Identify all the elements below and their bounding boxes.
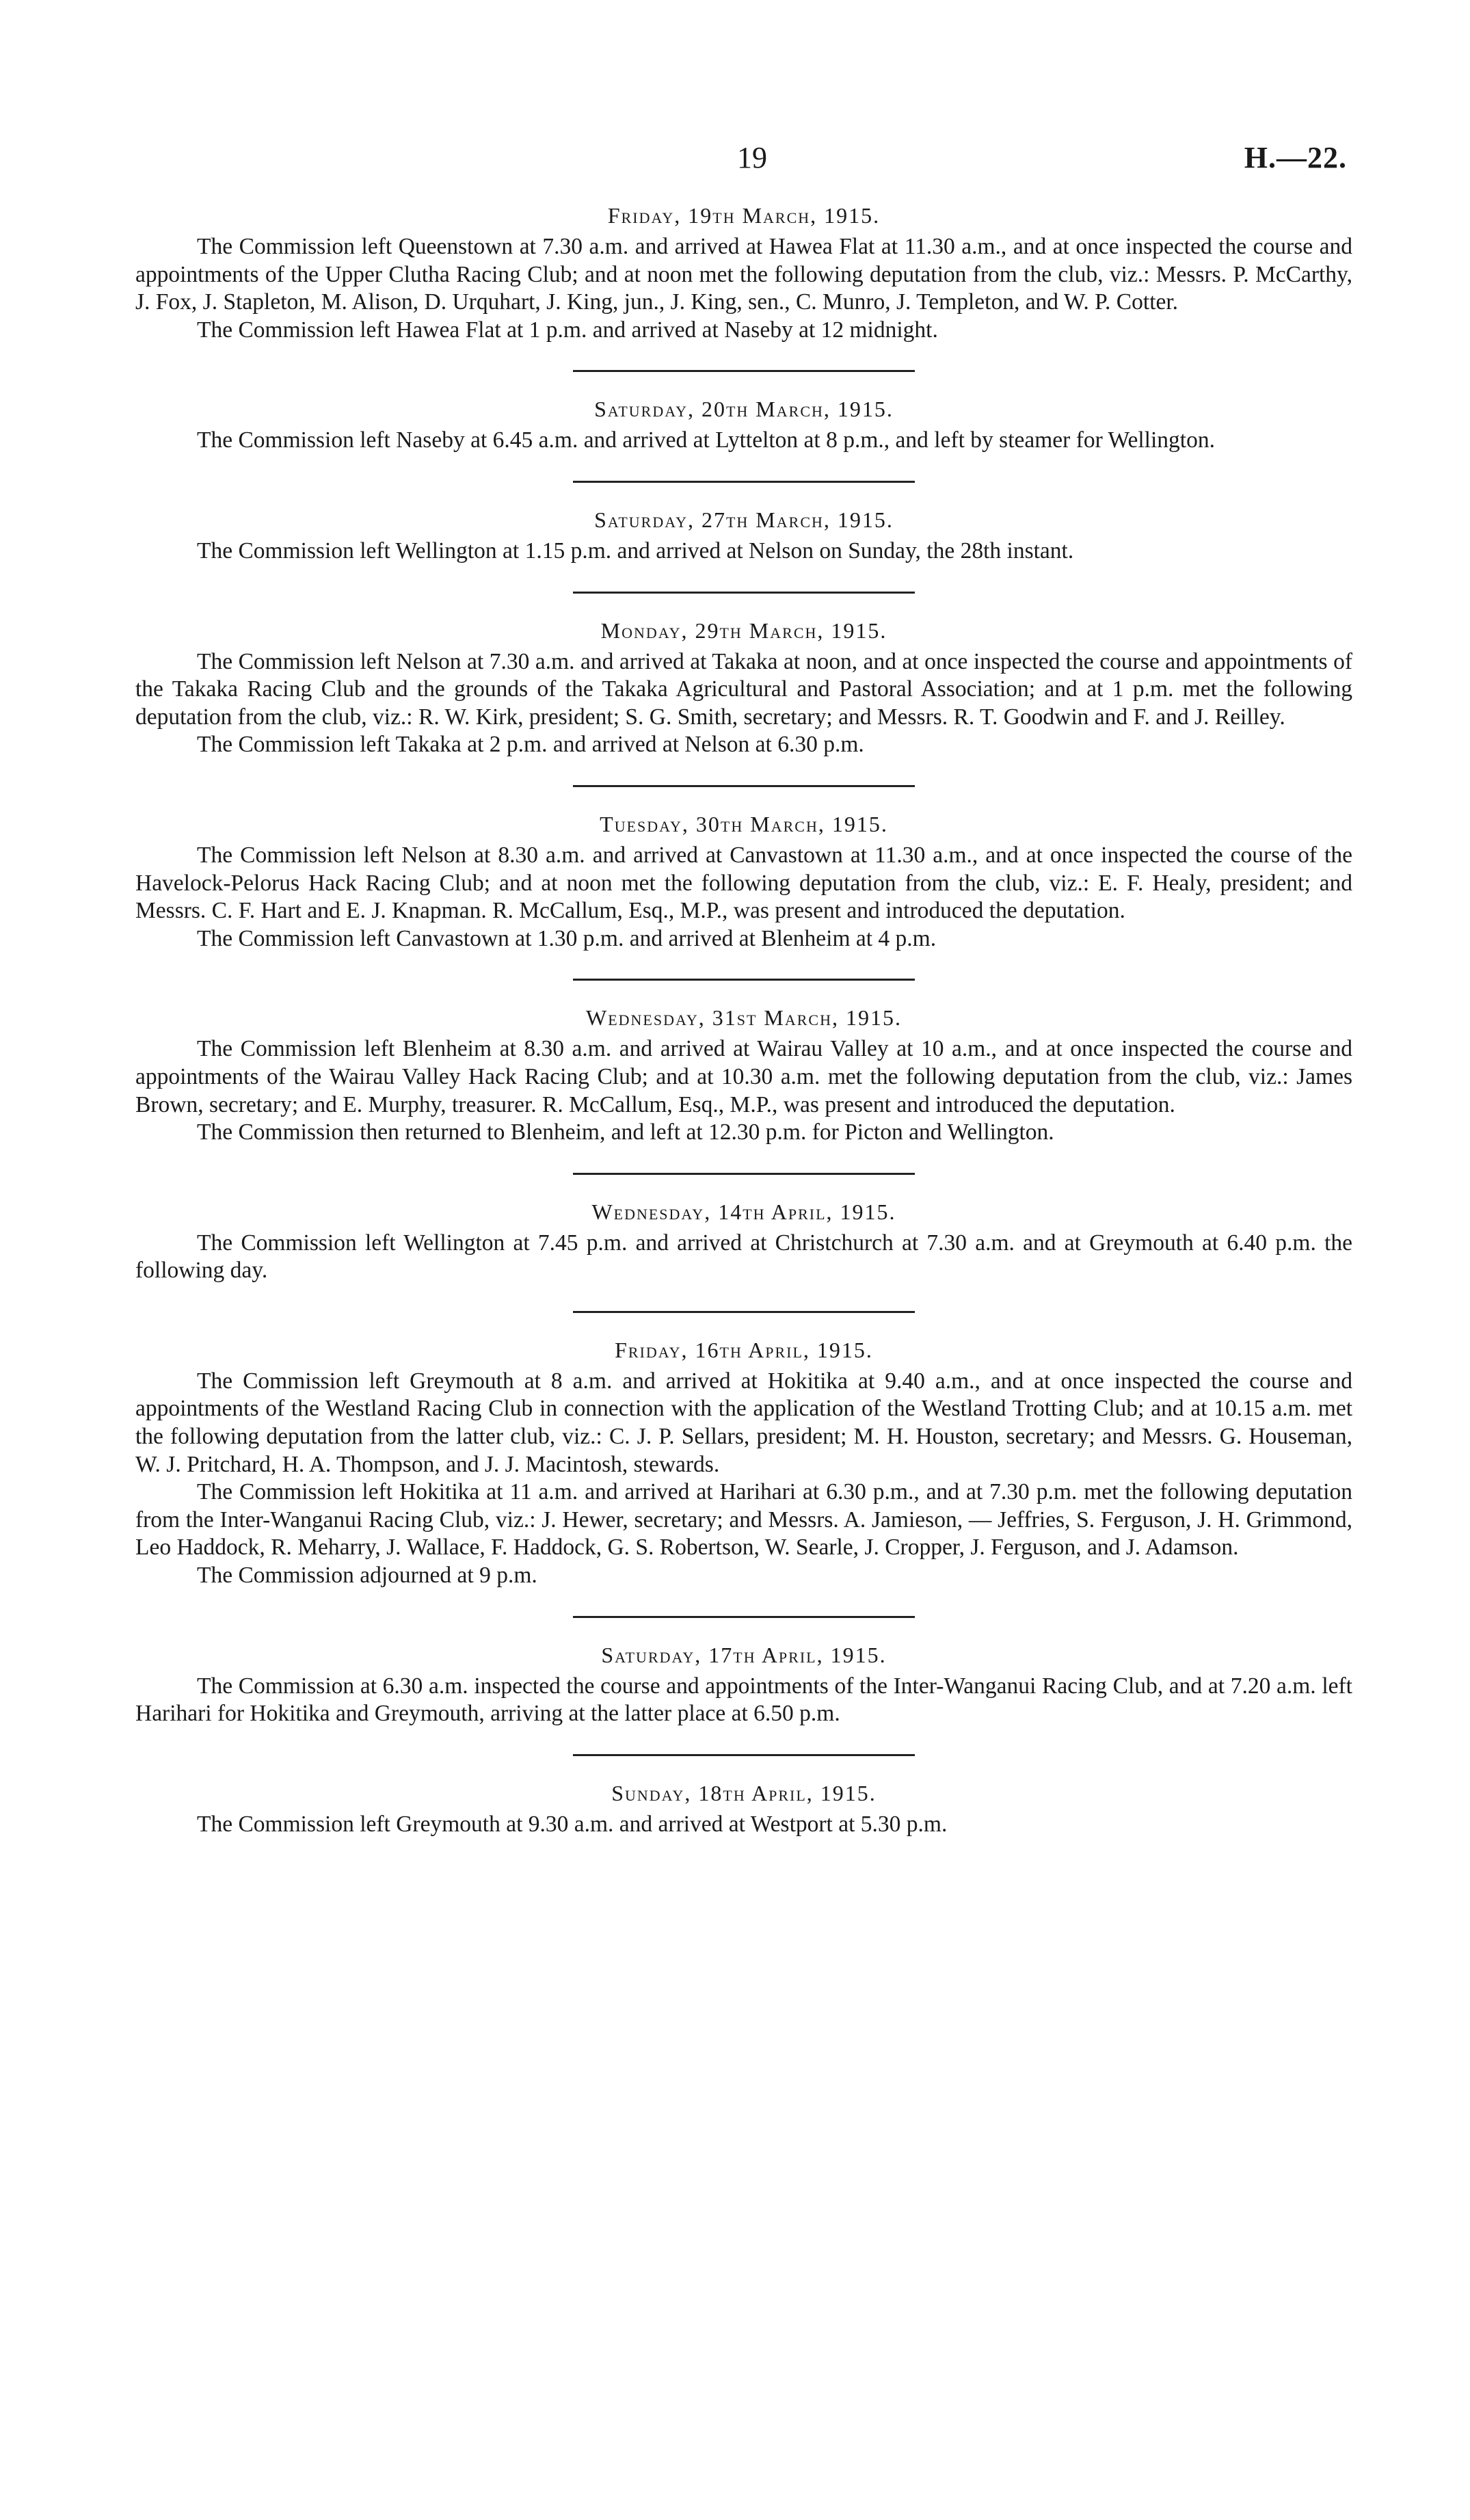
entry-heading: Friday, 19th March, 1915. bbox=[607, 203, 881, 228]
entry-heading: Wednesday, 14th April, 1915. bbox=[591, 1199, 896, 1224]
entry-sunday-18th-april bbox=[135, 1779, 1352, 1839]
entry-paragraph: The Commission adjourned at 9 p.m. bbox=[197, 1563, 537, 1589]
entry-paragraph: The Commission left Greymouth at 8 a.m. and arrived at Hokitika at 9.40 a.m., and at once inspected the course and appointments of the Westland Racing Club in connection with the application of the Westland Trotting Club; and at 10.15 a.m. met the following deputation from the latter club, viz.: C. J. P. Sellars, president; M. H. Houston, secretary; and Messrs. G. Houseman, W. J. Pritchard, H. A. Thompson, and J. J. Macintosh, stewards. bbox=[135, 1368, 1352, 1477]
section-divider bbox=[573, 370, 915, 372]
entry-paragraph: The Commission left Naseby at 6.45 a.m. and arrived at Lyttelton at 8 p.m., and left by steamer for Wellington. bbox=[197, 427, 1215, 453]
entry-saturday-27th-march bbox=[135, 506, 1352, 566]
entry-paragraph: The Commission then returned to Blenheim, and left at 12.30 p.m. for Picton and Wellington. bbox=[197, 1119, 1054, 1145]
entry-paragraph: The Commission left Queenstown at 7.30 a.m. and arrived at Hawea Flat at 11.30 a.m., and at once inspected the course and appointments of the Upper Clutha Racing Club; and at noon met the following deputation from the club, viz.: Messrs. P. McCarthy, J. Fox, J. Stapleton, M. Alison, D. Urquhart, J. King, jun., J. King, sen., C. Munro, J. Templeton, and W. P. Cotter. bbox=[135, 234, 1352, 315]
entry-heading: Sunday, 18th April, 1915. bbox=[611, 1780, 877, 1805]
entry-heading: Saturday, 20th March, 1915. bbox=[594, 397, 894, 422]
entry-paragraph: The Commission left Canvastown at 1.30 p.m. and arrived at Blenheim at 4 p.m. bbox=[197, 925, 937, 951]
entry-paragraph: The Commission left Hokitika at 11 a.m. and arrived at Harihari at 6.30 p.m., and at 7.30 p.m. met the following deputation from the Inter-Wanganui Racing Club, viz.: J. Hewer, secretary; and Messrs. A. Jamieson, — Jeffries, S. Ferguson, J. H. Grimmond, Leo Haddock, R. Meharry, J. Wallace, F. Haddock, G. S. Robertson, W. Searle, J. Cropper, J. Ferguson, and J. Adamson. bbox=[135, 1479, 1352, 1561]
entry-heading: Saturday, 27th March, 1915. bbox=[594, 507, 894, 532]
entry-tuesday-30th-march bbox=[135, 810, 1352, 953]
entry-paragraph: The Commission left Nelson at 7.30 a.m. and arrived at Takaka at noon, and at once inspected the course and appointments of the Takaka Racing Club and the grounds of the Takaka Agricultural and Pastoral Association; and at 1 p.m. met the following deputation from the club, viz.: R. W. Kirk, president; S. G. Smith, secretary; and Messrs. R. T. Goodwin and F. and J. Reilley. bbox=[135, 648, 1352, 730]
entry-paragraph: The Commission left Wellington at 1.15 p.m. and arrived at Nelson on Sunday, the 28th instant. bbox=[197, 538, 1074, 563]
entry-heading: Saturday, 17th April, 1915. bbox=[601, 1642, 887, 1667]
section-divider bbox=[573, 1616, 915, 1618]
entry-paragraph: The Commission left Hawea Flat at 1 p.m. and arrived at Naseby at 12 midnight. bbox=[197, 317, 938, 343]
entry-saturday-17th-april bbox=[135, 1641, 1352, 1728]
section-divider bbox=[573, 1173, 915, 1175]
section-divider bbox=[573, 785, 915, 787]
entry-wednesday-14th-april bbox=[135, 1198, 1352, 1285]
section-divider bbox=[573, 1754, 915, 1756]
entry-paragraph: The Commission left Nelson at 8.30 a.m. and arrived at Canvastown at 11.30 a.m., and at once inspected the course of the Havelock-Pelorus Hack Racing Club; and at noon met the following deputation from the club, viz.: E. F. Healy, president; and Messrs. C. F. Hart and E. J. Knapman. R. McCallum, Esq., M.P., was present and introduced the deputation. bbox=[135, 842, 1352, 924]
entry-paragraph: The Commission left Takaka at 2 p.m. and arrived at Nelson at 6.30 p.m. bbox=[197, 732, 864, 758]
entry-heading: Wednesday, 31st March, 1915. bbox=[586, 1005, 902, 1031]
entry-wednesday-31st-march bbox=[135, 1004, 1352, 1146]
page-number: 19 bbox=[737, 141, 767, 174]
section-divider bbox=[573, 592, 915, 594]
document-reference: H.—22. bbox=[1244, 141, 1347, 174]
entry-paragraph: The Commission left Wellington at 7.45 p.m. and arrived at Christchurch at 7.30 a.m. and at Greymouth at 6.40 p.m. the following day. bbox=[135, 1230, 1352, 1284]
entry-paragraph: The Commission at 6.30 a.m. inspected the course and appointments of the Inter-Wanganui Racing Club, and at 7.20 a.m. left Harihari for Hokitika and Greymouth, arriving at the latter place at 6.50 p.m. bbox=[135, 1673, 1352, 1727]
section-divider bbox=[573, 481, 915, 483]
entry-monday-29th-march bbox=[135, 617, 1352, 759]
entry-saturday-20th-march bbox=[135, 395, 1352, 455]
entry-heading: Tuesday, 30th March, 1915. bbox=[600, 811, 888, 836]
page-header bbox=[0, 140, 1470, 181]
section-divider bbox=[573, 1311, 915, 1313]
entry-paragraph: The Commission left Blenheim at 8.30 a.m. and arrived at Wairau Valley at 10 a.m., and at once inspected the course and appointments of the Wairau Valley Hack Racing Club; and at 10.30 a.m. met the following deputation from the club, viz.: James Brown, secretary; and E. Murphy, treasurer. R. McCallum, Esq., M.P., was present and introduced the deputation. bbox=[135, 1036, 1352, 1117]
journal-body bbox=[135, 202, 1352, 1838]
entry-friday-19th-march bbox=[135, 202, 1352, 344]
entry-heading: Monday, 29th March, 1915. bbox=[600, 618, 887, 643]
entry-heading: Friday, 16th April, 1915. bbox=[615, 1337, 873, 1362]
section-divider bbox=[573, 979, 915, 981]
entry-friday-16th-april bbox=[135, 1336, 1352, 1590]
entry-paragraph: The Commission left Greymouth at 9.30 a.m. and arrived at Westport at 5.30 p.m. bbox=[197, 1811, 948, 1837]
